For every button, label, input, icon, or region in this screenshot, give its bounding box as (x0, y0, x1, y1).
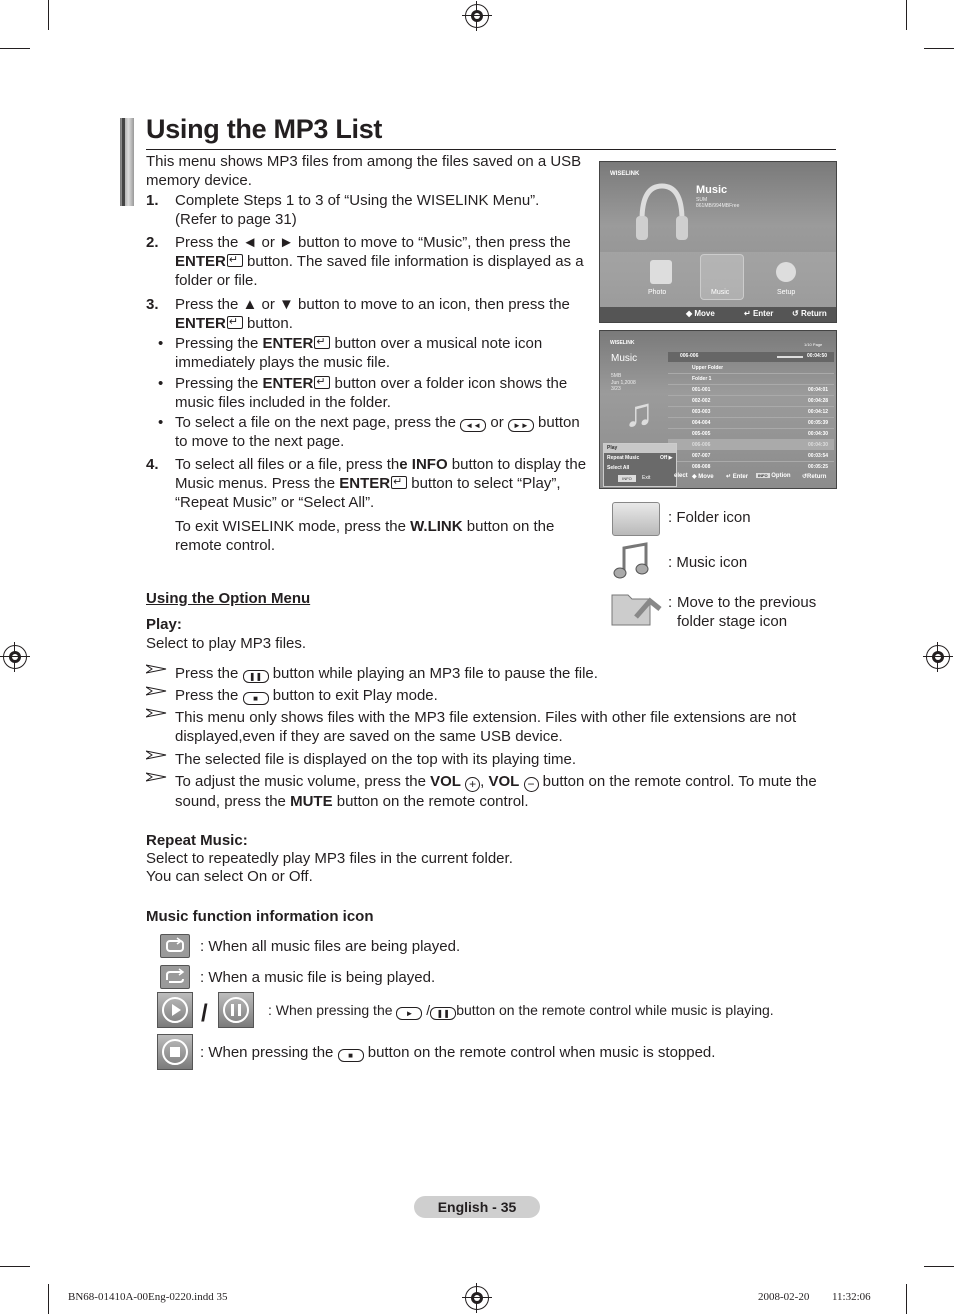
note-2-pre: Press the (175, 687, 243, 704)
bullet-3-pre: To select a file on the next page, press the (175, 414, 461, 431)
wiselink-logo: WISELINK (610, 171, 640, 177)
page-number-badge: English - 35 (414, 1196, 540, 1218)
rewind-button-icon: ◄◄ (460, 419, 486, 432)
info-press-post: button on the remote control while music is playing. (456, 1002, 774, 1018)
list-item-selected[interactable] (668, 440, 834, 450)
row-time: 00:04:30 (807, 442, 828, 448)
crop-mark (906, 0, 907, 30)
plus-icon: + (465, 777, 480, 792)
enter-label: ENTER (262, 335, 314, 352)
step-1-text: Complete Steps 1 to 3 of “Using the WISELINK Menu”. (175, 192, 540, 209)
list-item[interactable] (668, 418, 834, 429)
row-name: 004-004 (692, 420, 711, 426)
note-arrow-icon (146, 750, 168, 760)
play-status-icon (157, 992, 193, 1028)
screen-section-title: Music (696, 184, 728, 196)
now-playing-file: 006-006 (680, 353, 699, 359)
enter-icon (314, 376, 330, 389)
music-icon (612, 542, 652, 582)
info-press-pre: : When pressing the (268, 1002, 397, 1018)
menu-exit[interactable]: Exit (642, 475, 651, 481)
row-name: 008-008 (692, 464, 711, 470)
crop-mark (0, 1266, 30, 1267)
info-one-text: : When a music file is being played. (200, 969, 436, 986)
step-number: 1. (146, 192, 159, 209)
move-label: Move (694, 309, 715, 318)
registration-mark-icon (3, 645, 27, 669)
note-5-post: button on the remote control. (332, 793, 529, 810)
menu-item-music[interactable]: Music (711, 289, 730, 296)
pause-button-icon: ❚❚ (243, 670, 269, 683)
list-item[interactable] (668, 385, 834, 396)
info-stop-pre: : When pressing the (200, 1044, 338, 1061)
file-list (668, 363, 834, 471)
step-3-text: Press the ▲ or ▼ button to move to an icon, then press the (175, 296, 570, 313)
previous-folder-icon (610, 587, 662, 627)
legend-previous: : Move to the previous folder stage icon (668, 593, 838, 631)
crop-mark (48, 1284, 49, 1314)
step-4-pre: To select all files or a file, press th (175, 456, 400, 473)
list-item[interactable] (668, 374, 834, 385)
enter-hint-label: Enter (732, 474, 749, 480)
registration-mark-icon (926, 645, 950, 669)
menu-item-photo[interactable]: Photo (648, 289, 667, 296)
note-text: To adjust the music volume, press the VOL + , VOL − button on the remote control. To mute the sound, press the MUTE button on the remote control. (175, 773, 817, 810)
option-hint (756, 473, 791, 479)
legend-folder-text: Folder icon (676, 509, 751, 526)
exit-post: button on the remote control. (175, 518, 555, 554)
select-hint: elect (674, 473, 688, 479)
option-label: Option (771, 473, 791, 479)
return-label: Return (807, 474, 827, 480)
setup-gear-icon[interactable] (776, 262, 796, 282)
list-item[interactable] (668, 407, 834, 418)
bullet-text (175, 413, 585, 451)
enter-icon (227, 316, 243, 329)
bullet-dot: • (158, 375, 164, 392)
intro-text: This menu shows MP3 files from among the files saved on a USB memory device. (146, 153, 582, 189)
legend-music-text: Music icon (676, 554, 748, 571)
enter-label: ENTER (262, 375, 314, 392)
music-info-heading: Music function information icon (146, 908, 374, 925)
move-label: Move (698, 474, 714, 480)
crop-mark (924, 48, 954, 49)
row-time: 00:04:30 (807, 431, 828, 437)
step-number: 4. (146, 456, 159, 473)
vol-label: VOL (488, 773, 520, 790)
list-item[interactable] (668, 363, 834, 374)
row-time: 00:04:01 (807, 387, 828, 393)
repeat-value: Off ▶ (660, 455, 673, 461)
option-menu-heading: Using the Option Menu (146, 590, 311, 607)
note-5-mid: button on the remote control. To mute the sound, press the (175, 773, 817, 810)
note-text: The selected file is displayed on the top with its playing time. (175, 751, 577, 768)
stop-button-icon: ■ (338, 1049, 364, 1062)
wiselink-logo: WISELINK (610, 340, 635, 346)
note-text (175, 686, 438, 705)
legend-previous-text: Move to the previous folder stage icon (677, 594, 817, 630)
legend-music: : Music icon (668, 554, 748, 571)
bullet-2-pre: Pressing the (175, 375, 263, 392)
row-time: 00:04:28 (807, 398, 828, 404)
info-all-text: : When all music files are being played. (200, 938, 461, 955)
repeat-text: You can select On or Off. (146, 868, 313, 885)
step-4-mid: button to display the Music menus. Press the (175, 456, 587, 492)
option-menu-popup (603, 443, 677, 487)
bullet-dot: • (158, 414, 164, 431)
step-text (175, 295, 585, 333)
row-name: 005-005 (692, 431, 711, 437)
list-item[interactable] (668, 462, 834, 472)
row-name: 007-007 (692, 453, 711, 459)
row-name: Upper Folder (692, 365, 724, 371)
repeat-one-icon (160, 965, 190, 989)
crop-mark (48, 0, 49, 30)
stop-button-icon: ■ (243, 692, 269, 705)
progress-bar (777, 356, 803, 358)
repeat-all-icon (160, 934, 190, 958)
screen-sub: SUM (696, 197, 708, 203)
wlink-label: W.LINK (410, 518, 463, 535)
note-1-post: button while playing an MP3 file to pause the file. (272, 665, 598, 682)
note-2-post: button to exit Play mode. (272, 687, 438, 704)
step-number: 3. (146, 296, 159, 313)
info-badge: INFO (758, 473, 768, 478)
list-item[interactable] (668, 429, 834, 440)
page-indicator: 1/10 Page (804, 342, 823, 347)
file-date: Jun 1,2008 (611, 380, 636, 386)
vol-label: VOL (430, 773, 461, 790)
photo-icon[interactable] (650, 260, 672, 284)
now-playing-time: 00:04:50 (807, 353, 828, 359)
note-arrow-icon (146, 686, 168, 696)
note-arrow-icon (146, 708, 168, 718)
bullet-3-post: button to move to the next page. (175, 414, 580, 450)
step-4-post: button to select “Play”, “Repeat Music” or “Select All”. (175, 475, 561, 511)
row-time: 00:05:25 (807, 464, 828, 470)
step-text (175, 455, 587, 512)
note-arrow-icon (146, 664, 168, 674)
title-decoration (122, 118, 125, 206)
return-label: Return (800, 309, 827, 318)
crop-mark (906, 1284, 907, 1314)
row-time: 00:05:39 (807, 420, 828, 426)
menu-item-setup[interactable]: Setup (777, 289, 796, 296)
step-number: 2. (146, 234, 159, 251)
screen-sub: 861MB/994MBFree (696, 203, 740, 209)
bullet-text (175, 374, 585, 412)
info-stop-post: button on the remote control when music is stopped. (367, 1044, 716, 1061)
row-time: 00:04:12 (807, 409, 828, 415)
row-name: Folder 1 (692, 376, 712, 382)
folder-icon (612, 502, 660, 536)
return-hint: ↺ Return (792, 309, 827, 318)
title-rule (146, 149, 836, 150)
enter-hint: ↵ Enter (744, 309, 774, 318)
row-name: 003-003 (692, 409, 711, 415)
note-text (175, 664, 598, 683)
enter-hint-label: Enter (752, 309, 774, 318)
bullet-1-pre: Pressing the (175, 335, 263, 352)
menu-item-play[interactable]: Play (604, 444, 676, 453)
note-5-pre: To adjust the music volume, press the (175, 773, 431, 790)
step-2-text-end: button. The saved file information is displayed as a folder or file. (175, 253, 584, 289)
screen-section-title: Music (611, 353, 638, 364)
step-text (175, 191, 595, 229)
bullet-3-mid: or (486, 414, 508, 431)
minus-icon: − (524, 777, 539, 792)
enter-label: ENTER (175, 315, 226, 332)
enter-label: ENTER (175, 253, 226, 270)
note-text: This menu only shows files with the MP3 file extension. Files with other file extensions are not displayed,even if they are saved on the same USB device. (175, 709, 797, 745)
enter-icon (227, 254, 243, 267)
file-size: 5MB (611, 373, 622, 379)
info-button-icon: INFO (618, 475, 636, 482)
pause-status-icon (218, 992, 254, 1028)
play-label: Play: (146, 616, 182, 633)
row-name: 006-006 (692, 442, 711, 448)
enter-hint: ↵ Enter (726, 474, 749, 480)
return-hint: ↺Return (802, 474, 827, 480)
step-1-sub: (Refer to page 31) (175, 211, 297, 228)
menu-item-repeat[interactable]: Repeat Music (607, 455, 640, 461)
note-arrow-icon (146, 772, 168, 782)
enter-icon (391, 476, 407, 489)
bullet-2-post: button over a folder icon shows the music files included in the folder. (175, 375, 568, 411)
repeat-text: Select to repeatedly play MP3 files in the current folder. (146, 850, 513, 867)
list-item[interactable] (668, 396, 834, 407)
crop-mark (924, 1266, 954, 1267)
step-3-text-end: button. (242, 315, 293, 332)
exit-text (175, 517, 600, 555)
slug-left: BN68-01410A-00Eng-0220.indd 35 (68, 1291, 228, 1303)
exit-pre: To exit WISELINK mode, press the (175, 518, 411, 535)
crop-mark (0, 48, 30, 49)
list-item[interactable] (668, 451, 834, 462)
music-note-icon: ♫ (624, 391, 654, 435)
repeat-value-text: Off (660, 455, 668, 461)
slug-right: 2008-02-20 ￿￿ 11:32:06 (758, 1291, 871, 1303)
info-label: e INFO (399, 456, 448, 473)
page-title: Using the MP3 List (146, 114, 383, 144)
row-time: 00:03:54 (807, 453, 828, 459)
repeat-label: Repeat Music: (146, 832, 248, 849)
row-name: 002-002 (692, 398, 711, 404)
enter-icon (314, 336, 330, 349)
bullet-dot: • (158, 335, 164, 352)
registration-mark-icon (465, 4, 489, 28)
headphones-icon (632, 180, 692, 250)
step-2-text: Press the ◄ or ► button to move to “Music”, then press the (175, 234, 571, 251)
stop-status-icon (157, 1034, 193, 1070)
legend-folder: : Folder icon (668, 509, 751, 526)
wiselink-main-screen (599, 161, 837, 323)
menu-item-select-all[interactable]: Select All (607, 465, 630, 471)
bullet-1-post: button over a musical note icon immediately plays the music file. (175, 335, 543, 371)
mute-label: MUTE (290, 793, 333, 810)
info-stop-text (200, 1043, 715, 1062)
pause-button-icon: ❚❚ (430, 1007, 456, 1020)
fast-forward-button-icon: ►► (508, 419, 534, 432)
music-list-screen (599, 330, 837, 489)
move-hint: ◆ Move (686, 309, 715, 318)
slash-separator: / (201, 1000, 208, 1027)
file-index: 3/23 (611, 386, 621, 392)
row-name: 001-001 (692, 387, 711, 393)
move-hint: ◆ Move (692, 474, 714, 480)
bullet-text (175, 334, 585, 372)
play-text: Select to play MP3 files. (146, 635, 307, 652)
registration-mark-icon (465, 1286, 489, 1310)
play-button-icon: ► (396, 1007, 422, 1020)
note-1-pre: Press the (175, 665, 243, 682)
info-press-text: : When pressing the ► / ❚❚ button on the remote control while music is playing. (268, 1002, 774, 1018)
enter-label: ENTER (339, 475, 391, 492)
step-text (175, 233, 585, 290)
